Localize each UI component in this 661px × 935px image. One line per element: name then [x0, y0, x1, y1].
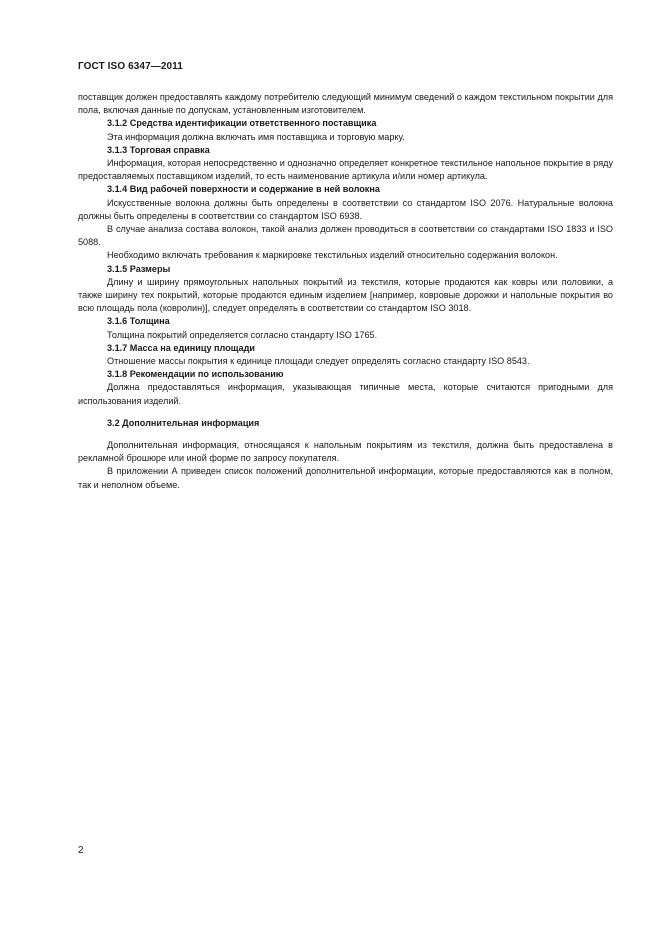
section-3-1-8-heading: 3.1.8 Рекомендации по использованию	[107, 369, 284, 380]
section-3-1-4-heading: 3.1.4 Вид рабочей поверхности и содержание в ней волокна	[107, 184, 380, 195]
section-3-1-4-paragraph-3: Необходимо включать требования к маркировке текстильных изделий относительно содержания волокон.	[107, 250, 558, 261]
section-3-1-3-paragraph: Информация, которая непосредственно и однозначно определяет конкретное текстильное напольное покрытие в ряду предоставляемых поставщиком изделий, то есть наименование артикула и/или номер артикула.	[78, 158, 613, 182]
section-3-2-paragraph-1: Дополнительная информация, относящаяся к напольным покрытиям из текстиля, должна быть предоставлена в рекламной брошюре или иной форме по запросу покупателя.	[78, 440, 613, 464]
section-3-1-3-heading: 3.1.3 Торговая справка	[107, 144, 210, 155]
document-body	[78, 91, 613, 492]
section-3-1-5-paragraph: Длину и ширину прямоугольных напольных покрытий из текстиля, которые продаются как ковры или половики, а также ширину тех покрытий, которые продаются единым изделием [например, ковровые дорожки и напольные покрытия во всю площадь пола (ковролин)], следует определять в соответствии со стандартом ISO 3018.	[78, 276, 613, 314]
document-header: ГОСТ ISO 6347—2011	[78, 61, 183, 72]
section-3-1-4-paragraph-2: В случае анализа состава волокон, такой анализ должен проводиться в соответствии со стандартами ISO 1833 и ISO 5088.	[78, 224, 613, 248]
section-3-1-2-heading: 3.1.2 Средства идентификации ответственного поставщика	[107, 118, 377, 129]
intro-paragraph: поставщик должен предоставлять каждому потребителю следующий минимум сведений о каждом текстильном покрытии для пола, включая данные по допускам, установленным изготовителем.	[78, 92, 613, 116]
section-3-1-2-paragraph: Эта информация должна включать имя поставщика и торговую марку.	[107, 131, 405, 142]
section-3-1-8-paragraph: Должна предоставляться информация, указывающая типичные места, которые считаются пригодными для использования изделий.	[78, 382, 613, 406]
section-3-2-heading: 3.2 Дополнительная информация	[107, 417, 260, 428]
section-3-1-6-paragraph: Толщина покрытий определяется согласно стандарту ISO 1765.	[107, 329, 378, 340]
page-number: 2	[78, 845, 84, 856]
section-3-1-5-heading: 3.1.5 Размеры	[107, 263, 171, 274]
section-3-1-4-paragraph-1: Искусственные волокна должны быть определены в соответствии со стандартом ISO 2076. Натуральные волокна должны быть определены в соответствии со стандартом ISO 6938.	[78, 197, 613, 221]
section-3-1-7-heading: 3.1.7 Масса на единицу площади	[107, 342, 255, 353]
section-3-2-paragraph-2: В приложении А приведен список положений дополнительной информации, которые предоставляются как в полном, так и неполном объеме.	[78, 466, 613, 490]
section-3-1-6-heading: 3.1.6 Толщина	[107, 316, 170, 327]
section-3-1-7-paragraph: Отношение массы покрытия к единице площади следует определять согласно стандарту ISO 8543.	[107, 356, 530, 367]
